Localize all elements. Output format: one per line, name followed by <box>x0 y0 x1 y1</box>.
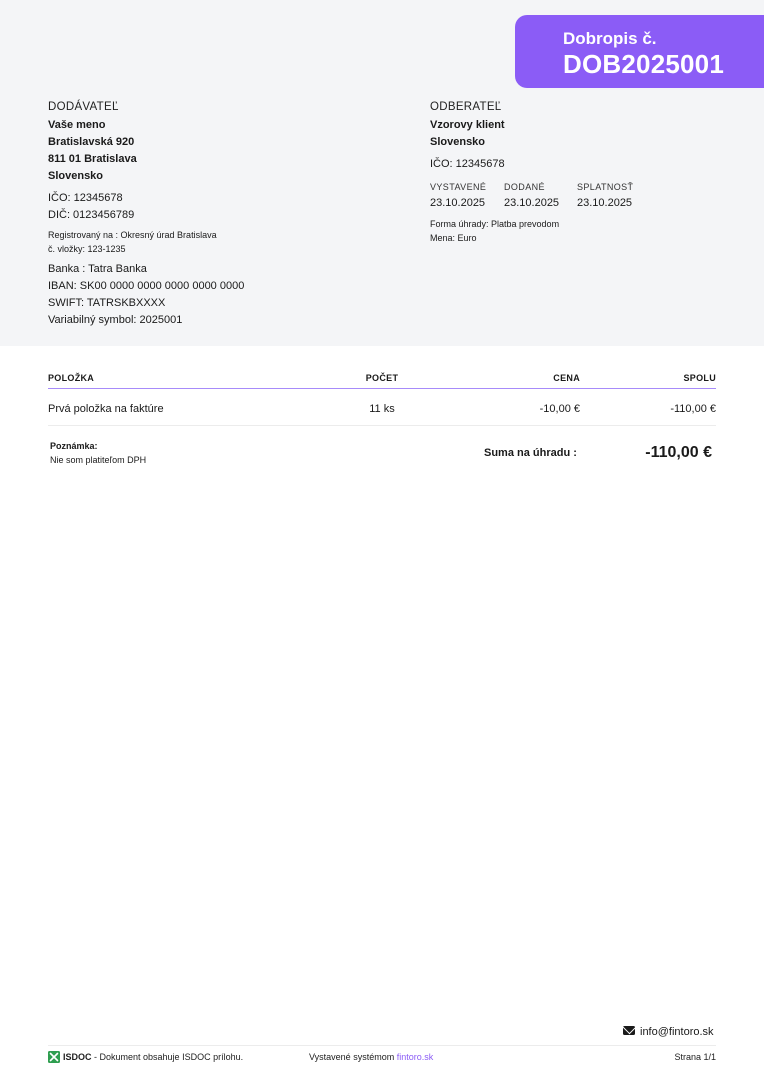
document-number: DOB2025001 <box>563 49 724 79</box>
issued-date: 23.10.2025 <box>430 197 486 209</box>
row-total: -110,00 € <box>670 403 716 415</box>
customer-heading: ODBERATEĽ <box>430 101 502 113</box>
summary-value: -110,00 € <box>645 444 712 461</box>
customer-ico: IČO: 12345678 <box>430 158 505 170</box>
issued-by <box>309 1052 433 1062</box>
delivered-label: DODANÉ <box>504 182 545 192</box>
table-header-price: CENA <box>553 373 580 383</box>
issued-label: VYSTAVENÉ <box>430 182 487 192</box>
envelope-icon <box>623 1026 635 1035</box>
supplier-heading: DODÁVATEĽ <box>48 101 119 113</box>
isdoc-note <box>63 1052 243 1062</box>
isdoc-icon <box>48 1051 60 1063</box>
customer-country: Slovensko <box>430 136 486 148</box>
supplier-registered: Registrovaný na : Okresný úrad Bratislava <box>48 230 217 240</box>
supplier-name: Vaše meno <box>48 119 106 131</box>
issued-by-text: Vystavené systémom <box>309 1052 397 1062</box>
table-row-divider <box>48 425 716 426</box>
table-header-item: POLOŽKA <box>48 373 95 383</box>
table-header-total: SPOLU <box>683 373 716 383</box>
supplier-ico: IČO: 12345678 <box>48 192 123 204</box>
isdoc-label: ISDOC <box>63 1052 92 1062</box>
due-date: 23.10.2025 <box>577 197 633 209</box>
payment-currency: Mena: Euro <box>430 233 477 243</box>
supplier-bank: Banka : Tatra Banka <box>48 263 147 275</box>
supplier-country: Slovensko <box>48 170 104 182</box>
footer-divider <box>48 1045 716 1046</box>
supplier-street: Bratislavská 920 <box>48 136 135 148</box>
row-price: -10,00 € <box>539 403 580 415</box>
row-item: Prvá položka na faktúre <box>48 403 164 415</box>
footer-email-link[interactable]: info@fintoro.sk <box>640 1026 714 1038</box>
document-badge <box>515 15 764 88</box>
issued-by-link[interactable]: fintoro.sk <box>396 1052 434 1062</box>
table-header-qty: POČET <box>365 373 399 383</box>
supplier-iban: IBAN: SK00 0000 0000 0000 0000 0000 <box>48 280 245 292</box>
summary-label: Suma na úhradu : <box>484 447 577 459</box>
supplier-reg-number: č. vložky: 123-1235 <box>48 244 126 254</box>
row-qty: 11 ks <box>369 403 395 415</box>
payment-method: Forma úhrady: Platba prevodom <box>430 219 560 229</box>
supplier-city: 811 01 Bratislava <box>48 153 137 165</box>
delivered-date: 23.10.2025 <box>504 197 560 209</box>
page-number: Strana 1/1 <box>674 1052 716 1062</box>
note-label: Poznámka: <box>50 441 98 451</box>
customer-name: Vzorovy klient <box>430 119 505 131</box>
isdoc-text: - Dokument obsahuje ISDOC prílohu. <box>91 1052 244 1062</box>
supplier-swift: SWIFT: TATRSKBXXXX <box>48 297 166 309</box>
document-type-label: Dobropis č. <box>563 29 657 48</box>
note-text: Nie som platiteľom DPH <box>50 455 147 465</box>
table-header-divider <box>48 388 716 389</box>
due-label: SPLATNOSŤ <box>577 182 634 192</box>
supplier-dic: DIČ: 0123456789 <box>48 209 135 221</box>
supplier-variable-symbol: Variabilný symbol: 2025001 <box>48 314 183 326</box>
